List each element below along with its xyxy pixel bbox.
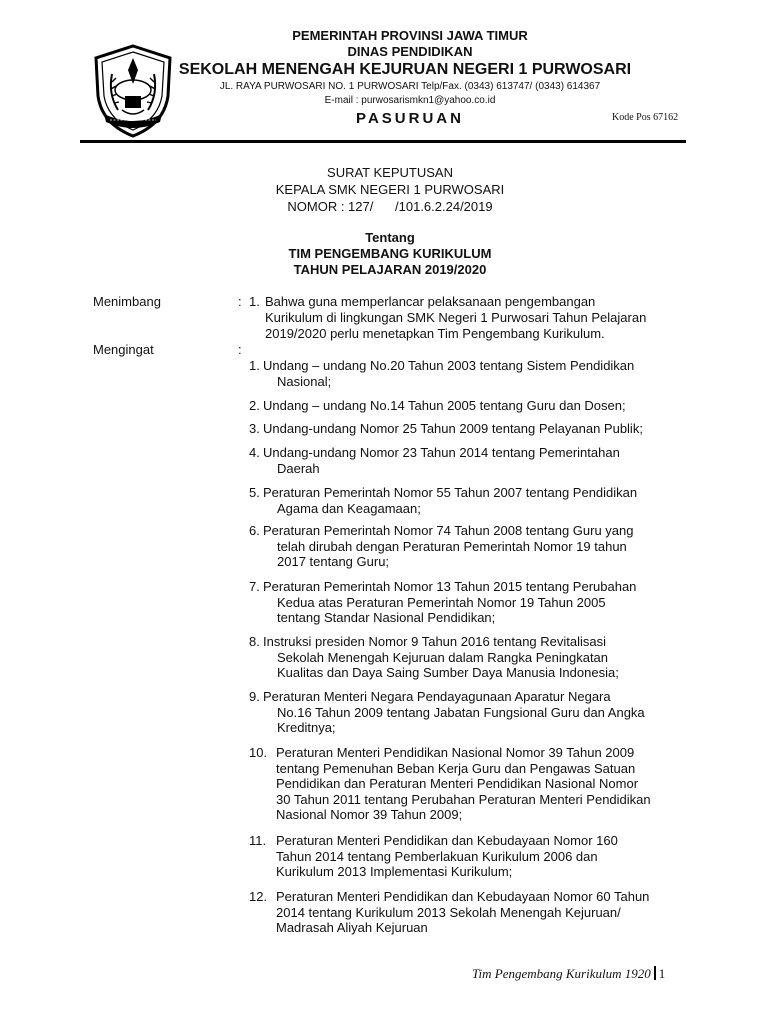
mengingat-item-line: Undang-undang Nomor 25 Tahun 2009 tentang Pelayanan Publik; [263,421,643,436]
footer-text: Tim Pengembang Kurikulum 1920 [472,966,651,981]
mengingat-item-line: Peraturan Pemerintah Nomor 55 Tahun 2007 tentang Pendidikan [263,485,638,500]
mengingat-item [249,579,719,626]
menimbang-item [249,294,709,342]
mengingat-item-line: Kreditnya; [277,720,336,735]
mengingat-item-number: 7. [249,579,260,594]
mengingat-item-line: 2017 tentang Guru; [277,554,390,569]
menimbang-line: Kurikulum di lingkungan SMK Negeri 1 Purwosari Tahun Pelajaran [265,310,647,325]
mengingat-item-line: Pendidikan dan Peraturan Menteri Pendidikan Nasional Nomor [276,776,639,791]
letterhead-email: E-mail : purwosarismkn1@yahoo.co.id [324,95,496,106]
mengingat-item-line: Peraturan Menteri Pendidikan dan Kebudayaan Nomor 160 [276,833,618,848]
menimbang-number: 1. [249,294,260,309]
letterhead-government: PEMERINTAH PROVINSI JAWA TIMUR [292,28,528,43]
mengingat-item-line: Kurikulum 2013 Implementasi Kurikulum; [276,864,513,879]
mengingat-item [249,833,719,880]
mengingat-item-number: 11. [249,833,267,848]
mengingat-item [249,634,719,681]
letterhead-postal-code: Kode Pos 67162 [612,112,679,123]
mengingat-item-line: tentang Standar Nasional Pendidikan; [277,610,496,625]
mengingat-item-line: Nasional; [277,373,332,389]
east-java-emblem-logo [92,44,174,138]
mengingat-item [249,398,719,414]
menimbang-line: Bahwa guna memperlancar pelaksanaan pengembangan [265,294,596,309]
mengingat-item-line: Peraturan Pemerintah Nomor 13 Tahun 2015 tentang Perubahan [263,579,637,594]
mengingat-item [249,445,719,476]
mengingat-item-line: No.16 Tahun 2009 tentang Jabatan Fungsional Guru dan Angka [277,704,645,720]
letterhead-school-name: SEKOLAH MENENGAH KEJURUAN NEGERI 1 PURWOSARI [178,61,632,78]
subject-team: TIM PENGEMBANG KURIKULUM [288,246,492,261]
mengingat-item-line: Agama dan Keagamaan; [277,500,421,516]
subject-year: TAHUN PELAJARAN 2019/2020 [293,262,487,277]
letterhead-address: JL. RAYA PURWOSARI NO. 1 PURWOSARI Telp/Fax. (0343) 613747/ (0343) 614367 [219,81,601,92]
page-number: 1 [658,966,666,981]
letterhead-city: PASURUAN [356,110,464,127]
mengingat-item [249,358,719,389]
footer-separator [654,966,656,980]
mengingat-item-line: Undang-undang Nomor 23 Tahun 2014 tentang Pemerintahan [263,445,620,460]
decree-subject [200,230,580,278]
mengingat-item-number: 9. [249,689,260,704]
menimbang-line: 2019/2020 perlu menetapkan Tim Pengembang Kurikulum. [265,326,605,341]
mengingat-item [249,421,719,437]
letterhead [180,28,640,130]
mengingat-item [249,485,719,516]
letterhead-department: DINAS PENDIDIKAN [347,44,473,59]
mengingat-item-number: 4. [249,445,260,460]
decree-number: NOMOR : 127/ /101.6.2.24/2019 [287,199,493,214]
mengingat-item-line: Daerah [277,460,320,476]
decree-title-line: SURAT KEPUTUSAN [327,165,453,180]
mengingat-item-number: 2. [249,398,260,413]
mengingat-item-line: Peraturan Menteri Pendidikan dan Kebudayaan Nomor 60 Tahun [276,889,650,904]
decree-title [200,164,580,215]
mengingat-item [249,745,719,823]
mengingat-item [249,689,719,736]
mengingat-item-line: Sekolah Menengah Kejuruan dalam Rangka Peningkatan [277,649,609,665]
mengingat-item [249,889,719,936]
mengingat-item-number: 12. [249,889,268,904]
mengingat-item-number: 8. [249,634,260,649]
mengingat-item-line: Nasional Nomor 39 Tahun 2009; [276,807,463,822]
mengingat-item-line: tentang Pemenuhan Beban Kerja Guru dan Pengawas Satuan [276,760,636,776]
mengingat-item-line: Undang – undang No.14 Tahun 2005 tentang Guru dan Dosen; [263,398,626,413]
mengingat-colon: : [238,342,242,357]
mengingat-item-line: Kualitas dan Daya Saing Sumber Daya Manusia Indonesia; [277,665,619,680]
letterhead-divider [80,140,686,143]
decree-title-line: KEPALA SMK NEGERI 1 PURWOSARI [275,182,505,197]
menimbang-label: Menimbang [93,294,161,309]
mengingat-item-line: Instruksi presiden Nomor 9 Tahun 2016 tentang Revitalisasi [263,634,607,649]
mengingat-item [249,523,719,570]
mengingat-item-line: Peraturan Pemerintah Nomor 74 Tahun 2008 tentang Guru yang [263,523,634,538]
mengingat-item-number: 6. [249,523,260,538]
mengingat-label: Mengingat [93,342,154,357]
mengingat-item-line: Peraturan Menteri Pendidikan Nasional Nomor 39 Tahun 2009 [276,745,635,760]
mengingat-item-line: Peraturan Menteri Negara Pendayagunaan Aparatur Negara [263,689,611,704]
mengingat-item-line: Tahun 2014 tentang Pemberlakuan Kurikulum 2006 dan [276,848,598,864]
mengingat-item-number: 5. [249,485,260,500]
mengingat-item-line: Undang – undang No.20 Tahun 2003 tentang Sistem Pendidikan [263,358,635,373]
mengingat-item-line: Madrasah Aliyah Kejuruan [276,920,428,935]
mengingat-item-line: 30 Tahun 2011 tentang Perubahan Peraturan Menteri Pendidikan [276,791,651,807]
mengingat-item-line: Kedua atas Peraturan Pemerintah Nomor 19 Tahun 2005 [277,594,606,610]
menimbang-colon: : [238,294,242,309]
subject-about: Tentang [365,230,415,245]
mengingat-item-line: telah dirubah dengan Peraturan Pemerintah Nomor 19 tahun [277,538,627,554]
mengingat-item-number: 3. [249,421,260,436]
page-footer [472,966,665,982]
mengingat-item-number: 10. [249,745,268,760]
mengingat-item-number: 1. [249,358,260,373]
mengingat-item-line: 2014 tentang Kurikulum 2013 Sekolah Menengah Kejuruan/ [276,904,621,920]
